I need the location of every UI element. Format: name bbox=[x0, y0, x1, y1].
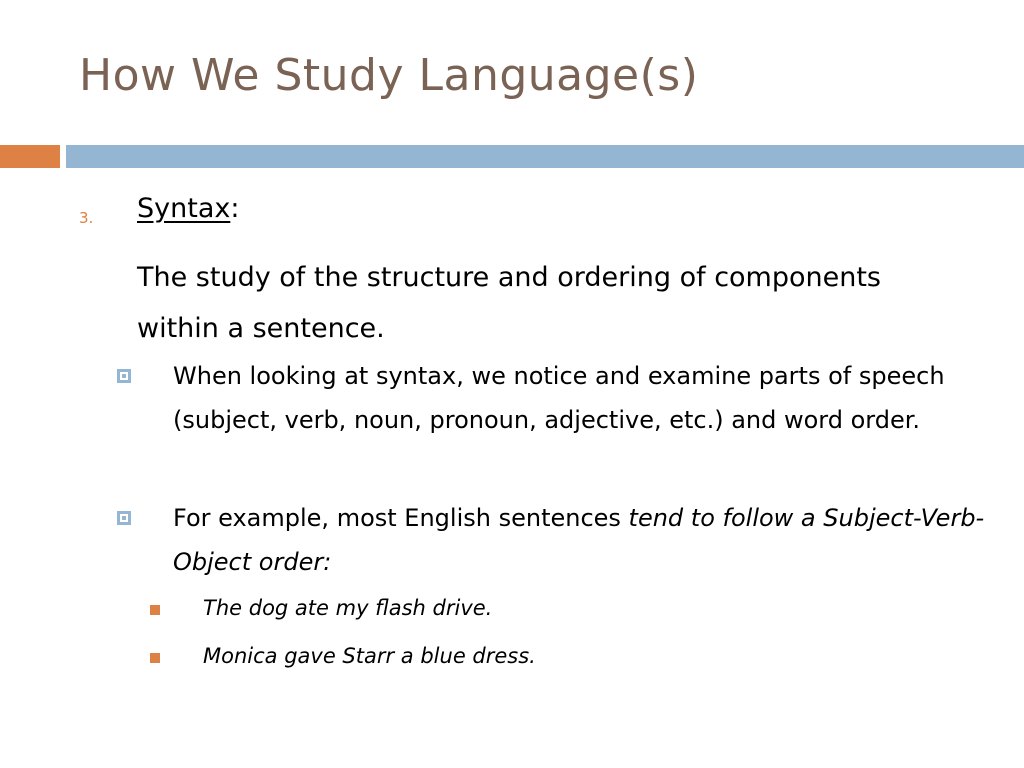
bullet-text bbox=[173, 496, 993, 584]
example-text: Monica gave Starr a blue dress. bbox=[203, 644, 536, 668]
heading-term: Syntax bbox=[137, 193, 231, 224]
orange-square-bullet-icon bbox=[150, 653, 160, 663]
slide-title: How We Study Language(s) bbox=[79, 50, 699, 101]
bullet-text-plain: For example, most English sentences bbox=[173, 504, 629, 532]
heading-colon: : bbox=[230, 193, 240, 224]
bullet-text-italic: tend to follow a Subject-Verb-Object order bbox=[173, 504, 985, 576]
section-heading bbox=[137, 193, 239, 224]
example-text: The dog ate my flash drive. bbox=[203, 596, 493, 620]
square-bullet-icon bbox=[117, 369, 131, 383]
accent-bar-orange bbox=[0, 145, 60, 168]
square-bullet-icon bbox=[117, 511, 131, 525]
orange-square-bullet-icon bbox=[150, 605, 160, 615]
definition-text: The study of the structure and ordering of components within a sentence. bbox=[137, 262, 882, 344]
accent-bar-blue bbox=[66, 145, 1024, 168]
item-number: 3. bbox=[79, 209, 94, 227]
bullet-text: When looking at syntax, we notice and examine parts of speech (subject, verb, noun, pronoun, adjective, etc.) and word order. bbox=[173, 362, 945, 434]
bullet-text-end: : bbox=[323, 548, 332, 576]
